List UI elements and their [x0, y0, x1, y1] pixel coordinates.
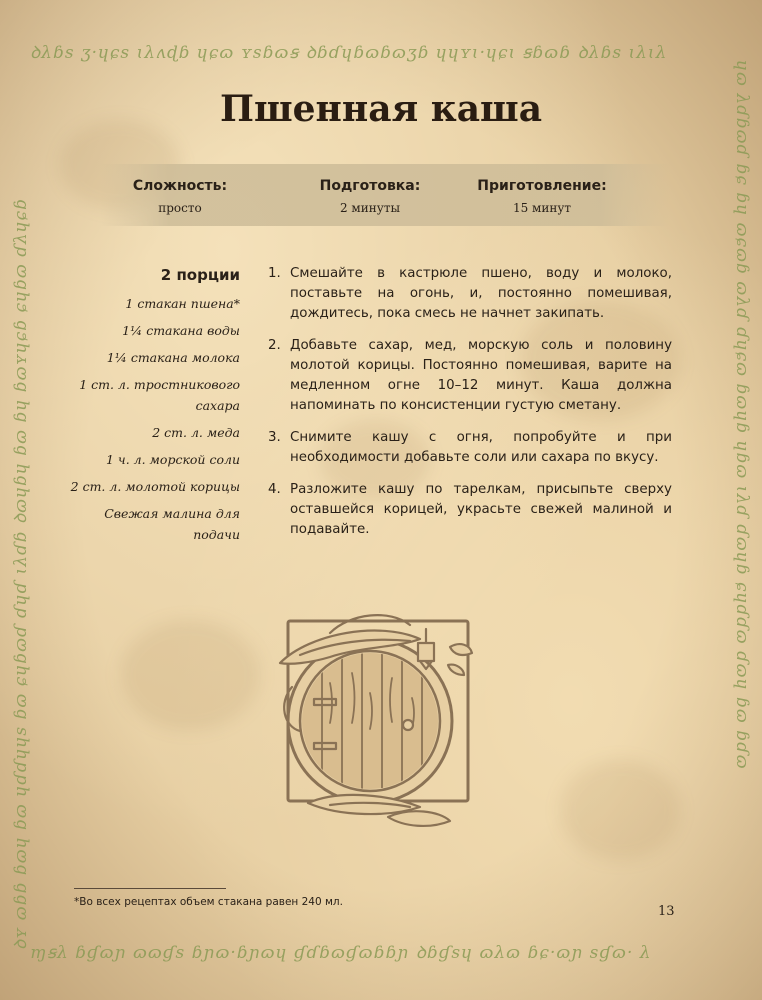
border-script-bottom: ɱꞩλ ɓɠɷɲ ɷɷɠs ɓɲɷ·ɓɲɷɥ ɠɗɓɷɠɷɓɓɲ ꝺɓɠsɥ ɷλɷ ɓɕ·ɷɲ sɠɷ· λ — [30, 943, 652, 963]
footnote: *Во всех рецептах объем стакана равен 240 мл. — [74, 896, 343, 908]
step-number: 1. — [268, 266, 281, 281]
ingredient-item: 1 ч. л. морской соли — [106, 452, 240, 467]
page-number: 13 — [658, 904, 675, 919]
ingredient-item: 1 ст. л. тростникового сахара — [79, 377, 240, 413]
ingredient-item: 2 ст. л. меда — [152, 425, 240, 440]
prep-info — [290, 178, 450, 215]
recipe-info-band — [100, 164, 670, 226]
instructions-list — [268, 264, 672, 552]
border-script-top: ꝺλɓs ʒ·ɥɕs ɩλʌɖɓ ɥɕɷ ʏsɓɷꞩ ꝺɓɗɥɓɷɓɷʒɓ ɥɥʏɩ·ɥɕɩ ꞩɓɷɓ ꝺλɓs ɩλɩλ — [30, 43, 668, 63]
ingredient-item: 1¼ стакана молока — [106, 350, 240, 365]
cook-value: 15 минут — [512, 201, 572, 215]
ingredient-item: 1¼ стакана воды — [122, 323, 240, 338]
step-number: 4. — [268, 482, 281, 497]
step-text: Добавьте сахар, мед, морскую соль и половину молотой корицы. Постоянно помешивая, варите на медленном огне 10–12 минут. Каша должна напоминать по консистенции густую сметану. — [290, 338, 672, 413]
servings-heading: 2 порции — [160, 266, 240, 284]
difficulty-label: Сложность: — [132, 178, 228, 194]
step-number: 3. — [268, 430, 281, 445]
step-text: Разложите кашу по тарелкам, присыпьте сверху оставшейся корицей, украсьте свежей малиной и подавайте. — [290, 482, 672, 537]
border-script-left: ꝺʏ ɷɓɓ ɓɷɥ ɓɷ ɥɗɗɥɥs ɓɷ ɕɥɓɷɗ ɗɥɗ ɩλɗɓ ꝺɷɥɓɥ ɓɷ ɓɥ ɓɷʏɥɕɓ ɕɥɓɷ ɗλɥɕɓ — [11, 198, 31, 950]
step-number: 2. — [268, 338, 281, 353]
difficulty-value: просто — [158, 201, 202, 215]
cook-info — [462, 178, 622, 215]
prep-value: 2 минуты — [339, 201, 401, 215]
instruction-step — [268, 336, 672, 416]
instruction-step — [268, 264, 672, 324]
ingredient-item: 1 стакан пшена* — [125, 296, 240, 311]
recipe-title: Пшенная каша — [219, 88, 543, 130]
step-text: Снимите кашу с огня, попробуйте и при необходимости добавьте соли или сахара по вкусу. — [290, 430, 672, 465]
cook-label: Приготовление: — [477, 178, 607, 194]
border-script-right: ɥɷ λɗɓɷɗ ɓɕ ɓɥ ɷɕɷɓ ɷλɗ ɗɥɕɷ ɓɷɥɓ ɥɓɷ ɩλɗ ɗɷɥɓ ɕɥɗɗɷ ɗɷɥ ɓɷ ɓɗɷ — [732, 60, 752, 770]
difficulty-info — [100, 178, 260, 215]
instruction-step — [268, 480, 672, 540]
hobbit-door-emblem — [270, 603, 486, 837]
instruction-step — [268, 428, 672, 468]
prep-label: Подготовка: — [319, 178, 421, 194]
step-text: Смешайте в кастрюле пшено, воду и молоко, поставьте на огонь, и, постоянно помешивая, дождитесь, пока смесь не начнет закипать. — [290, 266, 672, 321]
footnote-divider — [74, 888, 226, 889]
ingredients-list — [70, 266, 240, 551]
ingredient-item: 2 ст. л. молотой корицы — [70, 479, 240, 494]
ingredient-item: Свежая малина для подачи — [104, 506, 240, 542]
